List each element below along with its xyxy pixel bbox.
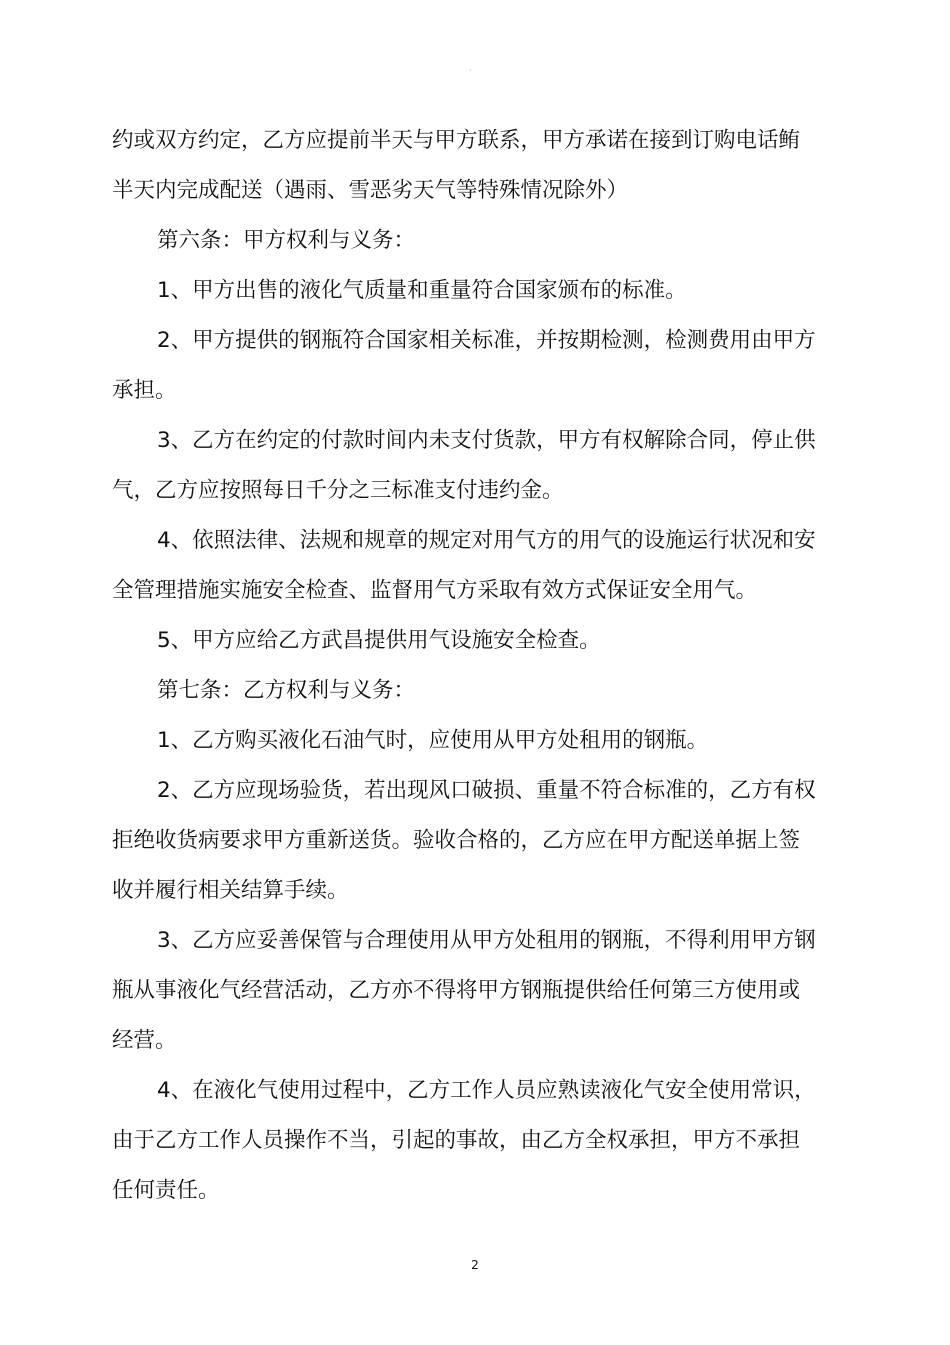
- list-item: 2、甲方提供的钢瓶符合国家相关标准，并按期检测，检测费用由甲方: [157, 328, 816, 353]
- list-item: 3、乙方应妥善保管与合理使用从甲方处租用的钢瓶，不得利用甲方钢: [157, 928, 816, 953]
- text-line: 半天内完成配送（遇雨、雪恶劣天气等特殊情况除外）: [112, 178, 629, 203]
- list-item: 4、依照法律、法规和规章的规定对用气方的用气的设施运行状况和安: [157, 528, 816, 553]
- text-line: 气，乙方应按照每日千分之三标准支付违约金。: [112, 478, 564, 503]
- text-line: 瓶从事液化气经营活动，乙方亦不得将甲方钢瓶提供给任何第三方使用或: [112, 978, 801, 1003]
- text-line: 拒绝收货病要求甲方重新送货。验收合格的，乙方应在甲方配送单据上签: [112, 828, 801, 853]
- list-item: 1、甲方出售的液化气质量和重量符合国家颁布的标准。: [157, 278, 687, 303]
- text-line: 经营。: [112, 1028, 177, 1053]
- list-item: 4、在液化气使用过程中，乙方工作人员应熟读液化气安全使用常识，: [157, 1078, 816, 1103]
- list-item: 5、甲方应给乙方武昌提供用气设施安全检查。: [157, 628, 601, 653]
- section-heading: 第六条：甲方权利与义务：: [157, 228, 416, 253]
- text-line: 承担。: [112, 378, 177, 403]
- text-line: 全管理措施实施安全检查、监督用气方采取有效方式保证安全用气。: [112, 578, 758, 603]
- list-item: 3、乙方在约定的付款时间内未支付货款，甲方有权解除合同，停止供: [157, 428, 816, 453]
- text-line: 任何责任。: [112, 1178, 220, 1203]
- list-item: 1、乙方购买液化石油气时，应使用从甲方处租用的钢瓶。: [157, 728, 709, 753]
- text-line: 由于乙方工作人员操作不当，引起的事故，由乙方全权承担，甲方不承担: [112, 1128, 801, 1153]
- list-item: 2、乙方应现场验货，若出现风口破损、重量不符合标准的，乙方有权: [157, 778, 816, 803]
- text-line: 收并履行相关结算手续。: [112, 878, 349, 903]
- page-number: 2: [471, 1258, 479, 1272]
- top-mark: ·: [469, 66, 472, 75]
- document-body: [112, 116, 816, 1216]
- section-heading: 第七条：乙方权利与义务：: [157, 678, 416, 703]
- text-line: 约或双方约定，乙方应提前半天与甲方联系，甲方承诺在接到订购电话鲔: [112, 128, 801, 153]
